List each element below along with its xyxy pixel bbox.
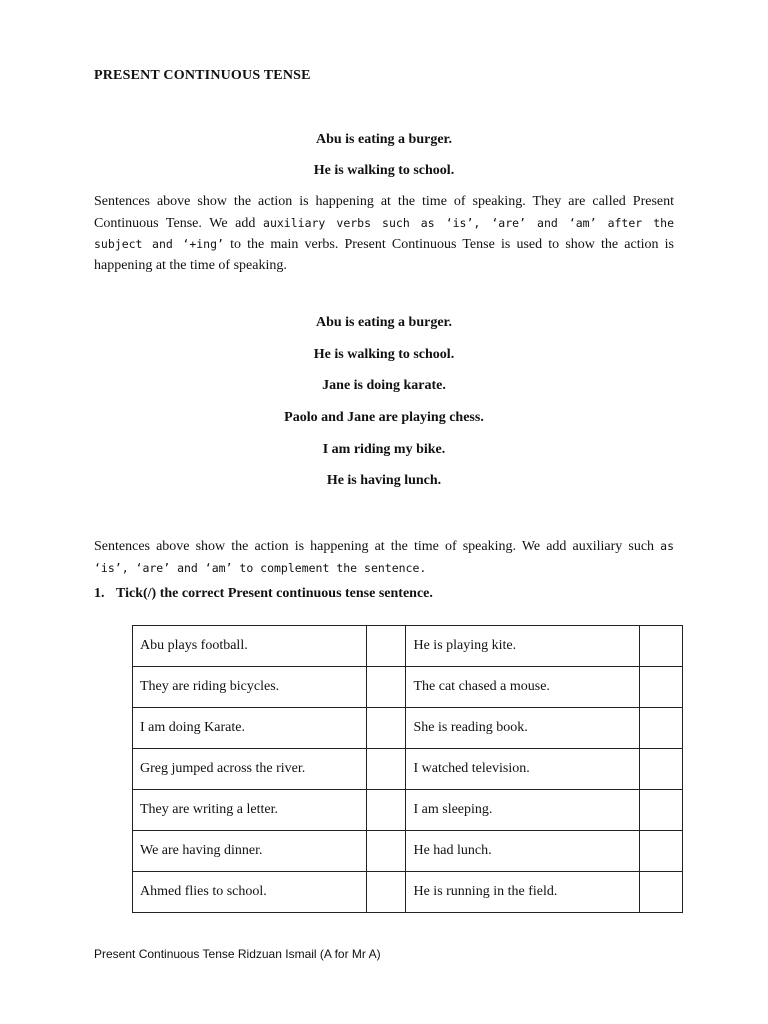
tick-box[interactable] — [640, 790, 683, 831]
task-number: 1. — [94, 586, 105, 601]
tick-box[interactable] — [366, 708, 406, 749]
table-row — [133, 626, 683, 667]
table-row — [133, 749, 683, 790]
sentence-cell: She is reading book. — [406, 708, 640, 749]
example-sentence: Abu is eating a burger. — [315, 315, 452, 330]
table-row — [133, 790, 683, 831]
paragraph-mono-text: as ‘is’, ‘are’ and ‘am’ to complement the sentence. — [94, 539, 674, 575]
page-footer: Present Continuous Tense Ridzuan Ismail (A for Mr A) — [94, 947, 381, 961]
paragraph-text: to the main verbs. Present Continuous Tense is used to show the action is happening at the time of speaking. — [94, 237, 674, 273]
sentence-cell: I am doing Karate. — [133, 708, 367, 749]
sentence-cell: Abu plays football. — [133, 626, 367, 667]
tick-box[interactable] — [640, 667, 683, 708]
sentence-cell: They are writing a letter. — [133, 790, 367, 831]
table-row — [133, 831, 683, 872]
sentence-cell: Ahmed flies to school. — [133, 872, 367, 913]
paragraph-text: Sentences above show the action is happening at the time of speaking. They are called Present Continuous Tense. We add — [94, 194, 674, 231]
tick-box[interactable] — [366, 831, 406, 872]
tick-box[interactable] — [640, 626, 683, 667]
tick-box[interactable] — [640, 708, 683, 749]
intro-example: Abu is eating a burger. — [315, 132, 452, 147]
example-sentence: Jane is doing karate. — [322, 378, 446, 393]
intro-example: He is walking to school. — [313, 163, 455, 178]
tick-box[interactable] — [366, 790, 406, 831]
summary-paragraph — [94, 536, 674, 579]
tick-box[interactable] — [366, 667, 406, 708]
sentence-cell: He had lunch. — [406, 831, 640, 872]
page-title: PRESENT CONTINUOUS TENSE — [94, 68, 311, 83]
tick-box[interactable] — [640, 872, 683, 913]
tick-table — [132, 625, 683, 913]
task-text: Tick(/) the correct Present continuous tense sentence. — [116, 586, 433, 601]
sentence-cell: They are riding bicycles. — [133, 667, 367, 708]
sentence-cell: I am sleeping. — [406, 790, 640, 831]
explanation-paragraph — [94, 192, 674, 276]
example-sentence: He is walking to school. — [313, 347, 455, 362]
sentence-cell: Greg jumped across the river. — [133, 749, 367, 790]
example-sentence: He is having lunch. — [326, 473, 442, 488]
table-row — [133, 667, 683, 708]
sentence-cell: We are having dinner. — [133, 831, 367, 872]
sentence-cell: I watched television. — [406, 749, 640, 790]
sentence-cell: He is playing kite. — [406, 626, 640, 667]
paragraph-mono-text: auxiliary verbs such as ‘is’, ‘are’ and ‘am’ after the subject and ‘+ing’ — [94, 215, 675, 251]
table-row — [133, 872, 683, 913]
tick-box[interactable] — [366, 749, 406, 790]
tick-box[interactable] — [366, 626, 406, 667]
paragraph-text: Sentences above show the action is happening at the time of speaking. We add auxiliary such — [94, 539, 655, 554]
tick-box[interactable] — [366, 872, 406, 913]
sentence-cell: The cat chased a mouse. — [406, 667, 640, 708]
table-row — [133, 708, 683, 749]
example-sentence: I am riding my bike. — [322, 442, 446, 457]
sentence-cell: He is running in the field. — [406, 872, 640, 913]
task-instruction — [94, 586, 433, 602]
tick-box[interactable] — [640, 831, 683, 872]
example-sentence: Paolo and Jane are playing chess. — [284, 410, 484, 425]
tick-box[interactable] — [640, 749, 683, 790]
